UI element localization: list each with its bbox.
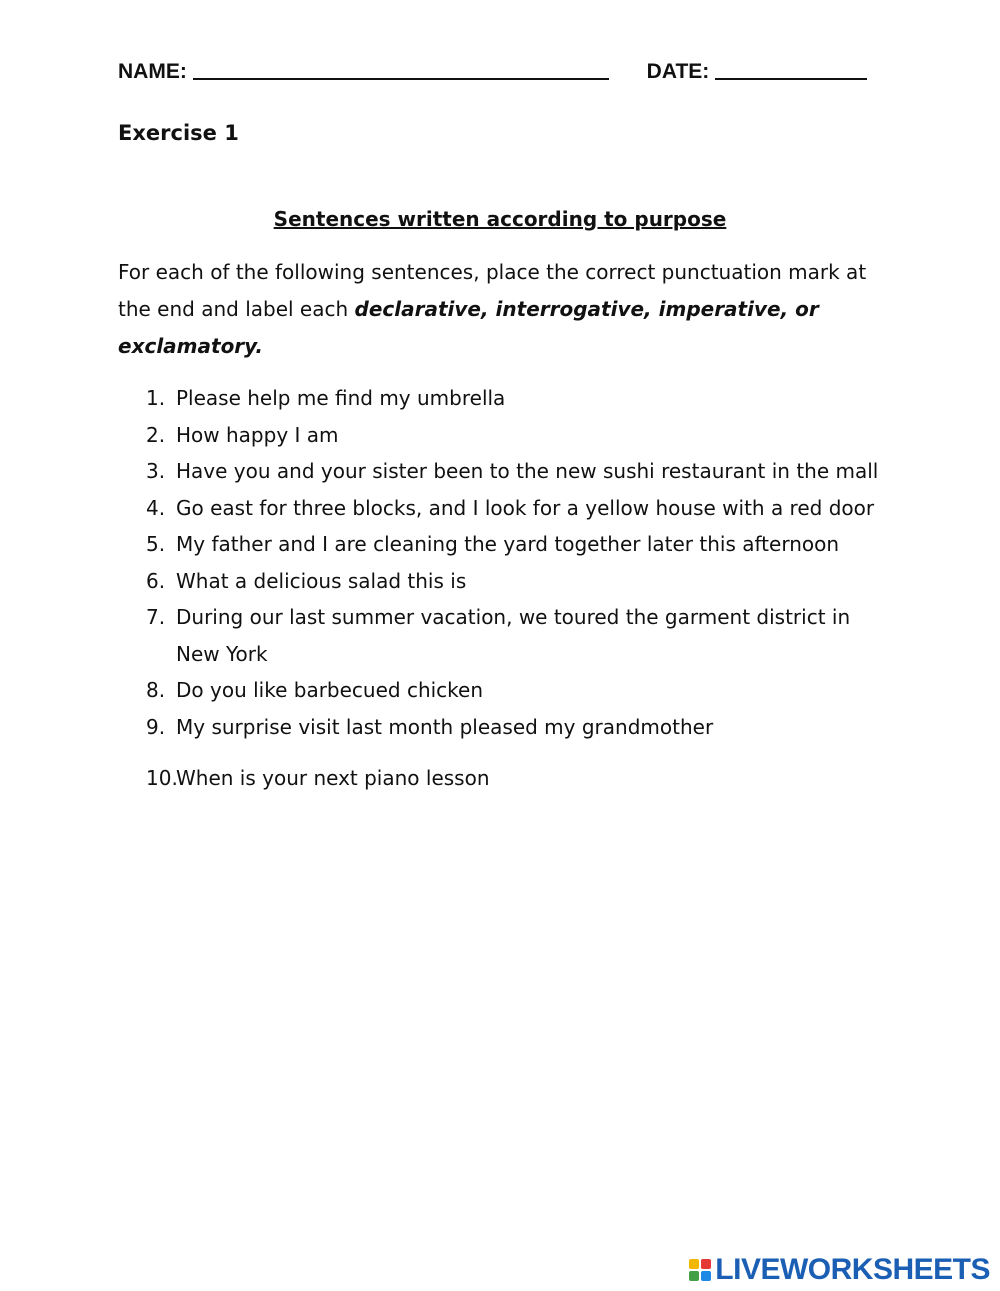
sentence-item [146, 760, 886, 797]
sentence-number: 10. [146, 766, 178, 790]
sentence-text: My surprise visit last month pleased my grandmother [176, 714, 714, 739]
sentence-text: Please help me find my umbrella [176, 386, 506, 410]
date-blank-line[interactable] [715, 58, 867, 80]
date-label: DATE: [646, 60, 710, 83]
sentence-text: When is your next piano lesson [176, 766, 490, 790]
sentence-text: Do you like barbecued chicken [176, 678, 484, 702]
sentence-text: Have you and your sister been to the new sushi restaurant in the mall [176, 459, 879, 483]
exercise-heading: Exercise 1 [118, 121, 239, 145]
sentence-text: During our last summer vacation, we toured the garment district in New York [176, 605, 851, 666]
sentence-number: 3. [146, 459, 166, 483]
sentence-item [146, 672, 886, 709]
header-row [118, 58, 888, 84]
logo-mark-icon [689, 1259, 711, 1281]
worksheet-title: Sentences written according to purpose [273, 207, 727, 231]
logo-mark-square [689, 1271, 699, 1281]
sentence-list [146, 380, 886, 797]
sentence-number: 7. [146, 605, 166, 629]
sentence-text: What a delicious salad this is [176, 568, 467, 593]
sentence-text: How happy I am [176, 422, 339, 447]
instructions [118, 254, 888, 365]
logo-mark-square [701, 1271, 711, 1281]
sentence-item [146, 417, 886, 454]
liveworksheets-logo [689, 1253, 990, 1287]
sentence-text: My father and I are cleaning the yard together later this afternoon [176, 532, 840, 556]
sentence-item [146, 526, 886, 563]
sentence-item [146, 709, 886, 746]
logo-mark-square [689, 1259, 699, 1269]
sentence-number: 8. [146, 678, 166, 702]
sentence-item [146, 563, 886, 600]
sentence-text: Go east for three blocks, and I look for a yellow house with a red door [176, 495, 875, 520]
instructions-text: For each of the following sentences, place the correct punctuation mark at the end and label each [118, 260, 867, 321]
instructions-emphasis: declarative, interrogative, imperative, or exclamatory. [118, 297, 819, 358]
sentence-number: 1. [146, 386, 166, 410]
sentence-item [146, 453, 886, 490]
sentence-item [146, 380, 886, 417]
sentence-number: 4. [146, 495, 166, 520]
sentence-number: 2. [146, 422, 166, 447]
logo-mark-square [701, 1259, 711, 1269]
sentence-number: 9. [146, 714, 166, 739]
logo-text: LIVEWORKSHEETS [715, 1253, 990, 1286]
sentence-number: 5. [146, 532, 166, 556]
sentence-number: 6. [146, 568, 166, 593]
sentence-item [146, 599, 886, 672]
name-label: NAME: [118, 60, 187, 83]
name-blank-line[interactable] [193, 58, 609, 80]
sentence-item [146, 490, 886, 527]
